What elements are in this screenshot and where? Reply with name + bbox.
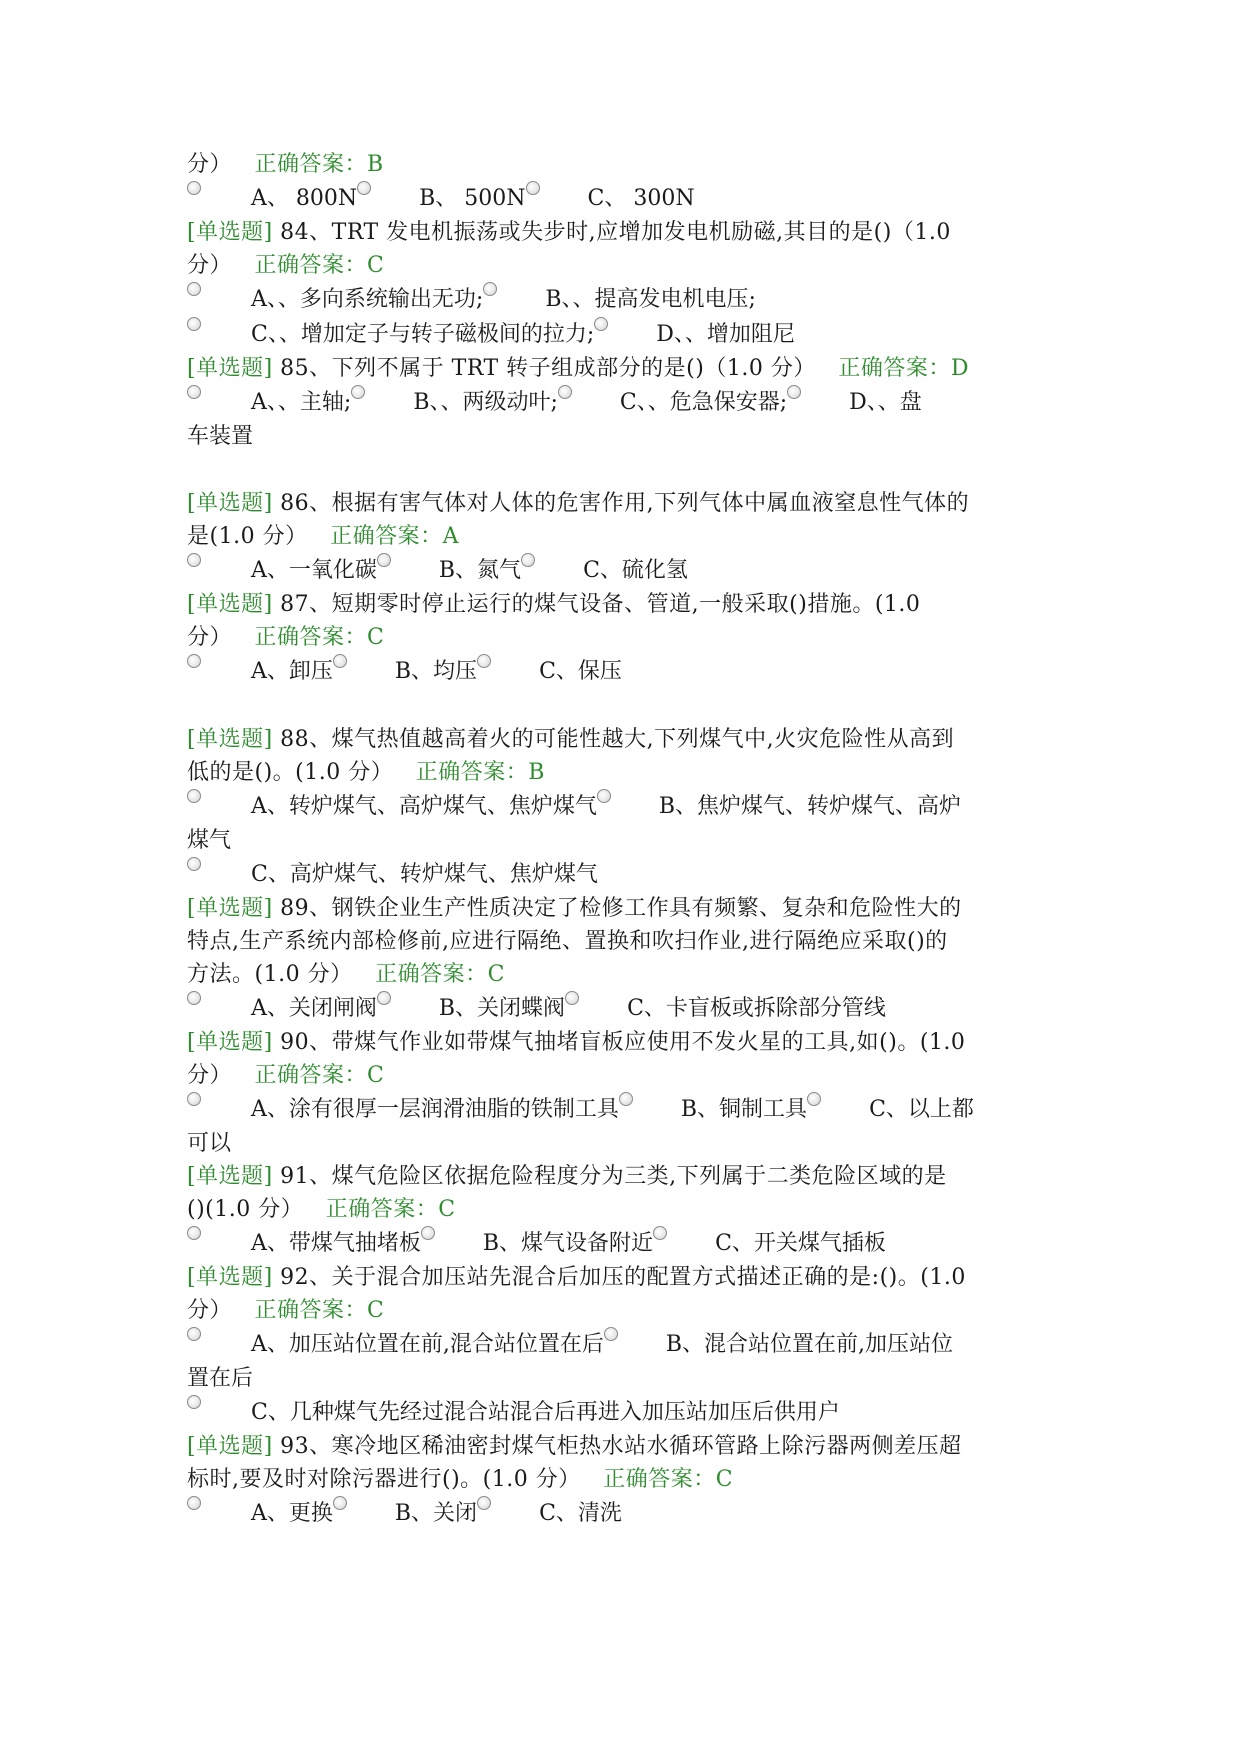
options-row — [187, 181, 1057, 216]
question-91-line2: ()(1.0 分） 正确答案：C — [187, 1197, 456, 1222]
question-87-line2: 分） 正确答案：C — [187, 625, 385, 650]
radio-option-b[interactable] — [619, 1092, 633, 1106]
radio-option-a[interactable] — [187, 282, 201, 296]
question-type-tag: [单选题] — [187, 220, 273, 245]
option-label: A、、多向系统输出无功; — [251, 287, 484, 312]
radio-option-b[interactable] — [333, 1496, 347, 1510]
option-wrap: 置在后 — [187, 1366, 254, 1391]
answer-text: 正确答案：A — [330, 524, 459, 549]
question-91 — [187, 1160, 1057, 1193]
radio-option-b[interactable] — [357, 181, 371, 195]
option-label: C、 300N — [587, 186, 695, 211]
question-88-line2: 低的是()。(1.0 分） 正确答案：B — [187, 760, 545, 785]
radio-option-b[interactable] — [421, 1226, 435, 1240]
question-89-line2: 特点,生产系统内部检修前,应进行隔绝、置换和吹扫作业,进行隔绝应采取()的 — [187, 929, 948, 954]
radio-option-a[interactable] — [187, 553, 201, 567]
option-label: C、高炉煤气、转炉煤气、焦炉煤气 — [251, 862, 598, 887]
radio-option-c[interactable] — [187, 317, 201, 331]
question-89 — [187, 892, 1057, 925]
options-row — [187, 1092, 1057, 1127]
radio-option-c[interactable] — [653, 1226, 667, 1240]
options-row — [187, 1496, 1057, 1531]
option-label: C、开关煤气插板 — [715, 1231, 886, 1256]
radio-option-c[interactable] — [558, 385, 572, 399]
option-label: B、均压 — [394, 659, 478, 684]
option-label: C、以上都 — [869, 1097, 974, 1122]
question-89-line3: 方法。(1.0 分） 正确答案：C — [187, 962, 505, 987]
question-93-line2: 标时,要及时对除污器进行()。(1.0 分） 正确答案：C — [187, 1467, 734, 1492]
question-text: 84、TRT 发电机振荡或失步时,应增加发电机励磁,其目的是()（1.0 — [280, 220, 951, 245]
radio-option-c[interactable] — [565, 991, 579, 1005]
answer-text: 正确答案：C — [325, 1197, 456, 1222]
question-92 — [187, 1261, 1057, 1294]
answer-text: 正确答案：C — [254, 253, 385, 278]
option-label: C、、危急保安器; — [619, 390, 788, 415]
option-label: A、 800N — [251, 186, 358, 211]
question-type-tag: [单选题] — [187, 1434, 273, 1459]
question-text: 87、短期零时停止运行的煤气设备、管道,一般采取()措施。(1.0 — [280, 592, 921, 617]
option-wrap: 可以 — [187, 1131, 232, 1156]
option-label: B、 500N — [419, 186, 526, 211]
radio-option-b[interactable] — [333, 654, 347, 668]
option-label: B、关闭蝶阀 — [438, 996, 566, 1021]
option-label: A、涂有很厚一层润滑油脂的铁制工具 — [251, 1097, 619, 1122]
radio-option-a[interactable] — [187, 181, 201, 195]
option-label: B、氮气 — [438, 558, 522, 583]
question-84-line2: 分） 正确答案：C — [187, 253, 385, 278]
option-label: C、、增加定子与转子磁极间的拉力; — [251, 322, 595, 347]
option-label: A、加压站位置在前,混合站位置在后 — [251, 1332, 604, 1357]
option-label: B、混合站位置在前,加压站位 — [665, 1332, 954, 1357]
radio-option-d[interactable] — [594, 317, 608, 331]
option-wrap: 车装置 — [187, 424, 254, 449]
radio-option-a[interactable] — [187, 654, 201, 668]
radio-option-a[interactable] — [187, 991, 201, 1005]
options-row — [187, 385, 1057, 420]
options-row — [187, 1226, 1057, 1261]
question-93 — [187, 1430, 1057, 1463]
radio-option-c[interactable] — [526, 181, 540, 195]
question-type-tag: [单选题] — [187, 1030, 273, 1055]
option-label: B、、两级动叶; — [413, 390, 558, 415]
question-92-line2: 分） 正确答案：C — [187, 1298, 385, 1323]
question-86-line2: 是(1.0 分） 正确答案：A — [187, 524, 459, 549]
radio-option-a[interactable] — [187, 1226, 201, 1240]
answer-text: 正确答案：C — [254, 1298, 385, 1323]
option-label: C、清洗 — [539, 1501, 622, 1526]
option-label: A、、主轴; — [251, 390, 352, 415]
options-row — [187, 991, 1057, 1026]
question-text: 92、关于混合加压站先混合后加压的配置方式描述正确的是:()。(1.0 — [280, 1265, 966, 1290]
question-type-tag: [单选题] — [187, 1164, 273, 1189]
option-label: A、带煤气抽堵板 — [251, 1231, 421, 1256]
option-label: A、卸压 — [251, 659, 333, 684]
option-label: B、关闭 — [394, 1501, 478, 1526]
question-type-tag: [单选题] — [187, 1265, 273, 1290]
option-wrap: 煤气 — [187, 828, 232, 853]
radio-option-a[interactable] — [187, 385, 201, 399]
question-85 — [187, 352, 1057, 385]
radio-option-c[interactable] — [477, 1496, 491, 1510]
question-90 — [187, 1026, 1057, 1059]
question-type-tag: [单选题] — [187, 491, 273, 516]
question-84 — [187, 216, 1057, 249]
radio-option-b[interactable] — [483, 282, 497, 296]
options-row — [187, 857, 1057, 892]
answer-text: 正确答案：C — [254, 625, 385, 650]
option-label: A、一氧化碳 — [251, 558, 377, 583]
answer-text: 正确答案：D — [838, 356, 969, 381]
answer-text: 正确答案：B — [254, 152, 384, 177]
answer-text: 正确答案：C — [375, 962, 505, 987]
question-type-tag: [单选题] — [187, 896, 273, 921]
options-row — [187, 1327, 1057, 1362]
question-type-tag: [单选题] — [187, 592, 273, 617]
radio-option-b[interactable] — [604, 1327, 618, 1341]
spacer — [187, 689, 1057, 723]
radio-option-a[interactable] — [187, 789, 201, 803]
option-label: C、保压 — [539, 659, 622, 684]
option-label: D、、盘 — [849, 390, 922, 415]
question-text: 90、带煤气作业如带煤气抽堵盲板应使用不发火星的工具,如()。(1.0 — [280, 1030, 966, 1055]
question-type-tag: [单选题] — [187, 356, 273, 381]
question-90-line2: 分） 正确答案：C — [187, 1063, 385, 1088]
radio-option-c[interactable] — [187, 1395, 201, 1409]
options-row — [187, 282, 1057, 317]
radio-option-a[interactable] — [187, 1092, 201, 1106]
question-document — [187, 148, 1057, 1531]
question-text: 91、煤气危险区依据危险程度分为三类,下列属于二类危险区域的是 — [280, 1164, 947, 1189]
question-text: 89、钢铁企业生产性质决定了检修工作具有频繁、复杂和危险性大的 — [280, 896, 962, 921]
option-label: A、关闭闸阀 — [251, 996, 377, 1021]
options-row — [187, 317, 1057, 352]
question-87 — [187, 588, 1057, 621]
radio-option-b[interactable] — [377, 553, 391, 567]
spacer — [187, 453, 1057, 487]
radio-option-b[interactable] — [351, 385, 365, 399]
radio-option-d[interactable] — [787, 385, 801, 399]
option-label: B、焦炉煤气、转炉煤气、高炉 — [658, 794, 962, 819]
question-88 — [187, 723, 1057, 756]
option-label: A、转炉煤气、高炉煤气、焦炉煤气 — [251, 794, 597, 819]
radio-option-c[interactable] — [187, 857, 201, 871]
option-label: B、铜制工具 — [680, 1097, 808, 1122]
answer-text: 正确答案：B — [415, 760, 545, 785]
options-row — [187, 553, 1057, 588]
question-86 — [187, 487, 1057, 520]
option-label: D、、增加阻尼 — [656, 322, 795, 347]
option-label: C、卡盲板或拆除部分管线 — [627, 996, 886, 1021]
question-type-tag: [单选题] — [187, 727, 273, 752]
radio-option-c[interactable] — [477, 654, 491, 668]
option-label: B、煤气设备附近 — [482, 1231, 654, 1256]
option-label: C、硫化氢 — [583, 558, 688, 583]
radio-option-c[interactable] — [807, 1092, 821, 1106]
radio-option-a[interactable] — [187, 1327, 201, 1341]
radio-option-a[interactable] — [187, 1496, 201, 1510]
radio-option-c[interactable] — [521, 553, 535, 567]
option-label: B、、提高发电机电压; — [545, 287, 756, 312]
options-row — [187, 789, 1057, 824]
radio-option-b[interactable] — [597, 789, 611, 803]
option-label: A、更换 — [251, 1501, 333, 1526]
option-label: C、几种煤气先经过混合站混合后再进入加压站加压后供用户 — [251, 1400, 840, 1425]
question-text: 85、下列不属于 TRT 转子组成部分的是()（1.0 分） — [280, 356, 816, 381]
question-83-continuation: 分） 正确答案：B — [187, 152, 384, 177]
answer-text: 正确答案：C — [254, 1063, 385, 1088]
options-row — [187, 654, 1057, 689]
question-text: 88、煤气热值越高着火的可能性越大,下列煤气中,火灾危险性从高到 — [280, 727, 955, 752]
question-text: 86、根据有害气体对人体的危害作用,下列气体中属血液窒息性气体的 — [280, 491, 970, 516]
options-row — [187, 1395, 1057, 1430]
question-text: 93、寒冷地区稀油密封煤气柜热水站水循环管路上除污器两侧差压超 — [280, 1434, 962, 1459]
radio-option-b[interactable] — [377, 991, 391, 1005]
answer-text: 正确答案：C — [603, 1467, 734, 1492]
